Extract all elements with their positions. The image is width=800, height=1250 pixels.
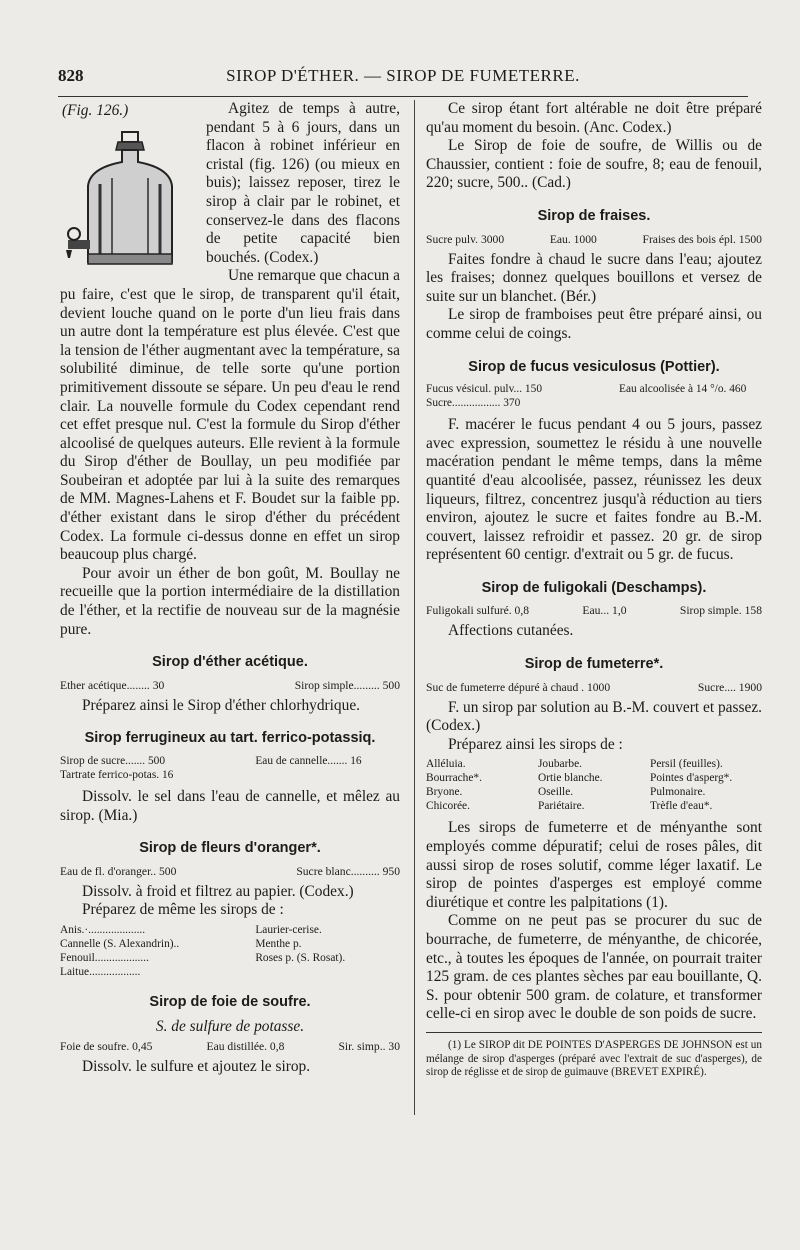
formula-foie-soufre — [60, 1039, 400, 1054]
list-item: Roses p. (S. Rosat). — [255, 951, 346, 964]
heading-sirop-fumeterre: Sirop de fumeterre*. — [524, 656, 664, 673]
running-header — [58, 66, 748, 90]
heading-sirop-foie-soufre: Sirop de foie de soufre. — [149, 993, 311, 1010]
formula-item: Eau de fl. d'oranger.. 500 — [60, 864, 177, 878]
formula-item: Ether acétique........ 30 — [60, 678, 165, 692]
formula-item: Sirop simple. 158 — [679, 604, 762, 618]
flask-with-tap-icon — [60, 126, 200, 276]
paragraph-alterable: Ce sirop étant fort altérable ne doit être préparé qu'au moment du besoin. (Anc. Codex.) — [426, 100, 762, 136]
paragraph-dissolv-sel: Dissolv. le sel dans l'eau de cannelle, et mêlez au sirop. (Mia.) — [60, 788, 400, 824]
list-item: Alléluia. — [426, 758, 466, 771]
header-rule — [58, 96, 748, 97]
formula-item: Eau... 1,0 — [582, 604, 627, 618]
list-item — [255, 965, 400, 979]
right-column — [426, 100, 762, 1080]
subheading-sulfure-potasse: S. de sulfure de potasse. — [155, 1017, 305, 1035]
paragraph-preparez-ainsi: Préparez ainsi les sirops de : — [448, 735, 623, 753]
footnote: (1) Le SIROP dit DE POINTES D'ASPERGES DE JOHNSON est un mélange de sirop d'asperges (préparé avec l'extrait de suc d'asperges), de sirop de réglisse et de sirop de guimauve (BREVET EXPIRÉ). — [426, 1038, 762, 1079]
formula-fuligokali — [426, 603, 762, 618]
list-item: Oseille. — [538, 786, 574, 799]
list-item: Ortie blanche. — [538, 772, 603, 785]
heading-sirop-fuligokali: Sirop de fuligokali (Deschamps). — [481, 579, 707, 596]
column-divider — [414, 100, 415, 1115]
list-item: Joubarbe. — [538, 758, 582, 771]
list-item: Persil (feuilles). — [650, 758, 723, 771]
paragraph-dissolv-froid: Dissolv. à froid et filtrez au papier. (Codex.) — [82, 882, 354, 900]
formula-item: Eau distillée. 0,8 — [206, 1040, 285, 1054]
list-item: Pointes d'asperg*. — [650, 772, 733, 785]
heading-sirop-fleurs-oranger: Sirop de fleurs d'oranger*. — [139, 840, 321, 857]
paragraph-plantes-seches: Comme on ne peut pas se procurer du suc de bourrache, de fumeterre, de ményanthe, de chicorée, etc., à toutes les époques de l'année, on pourrait traiter 125 gram. de ces plantes sèches par eau bouillante, Q. S. pour obtenir 500 gram. de colature, et transformer celle-ci en sirop avec le double de son poids de sucre. — [426, 912, 762, 1023]
list-sirops-oranger — [60, 923, 400, 979]
paragraph-faites-fondre: Faites fondre à chaud le sucre dans l'eau; ajoutez les fraises; donnez quelques bouillons et versez de suite sur un blanchet. (Bér.) — [426, 250, 762, 305]
figure-caption: (Fig. 126.) — [62, 102, 129, 119]
heading-sirop-fucus: Sirop de fucus vesiculosus (Pottier). — [468, 358, 720, 375]
paragraph-preparez-meme: Préparez de même les sirops de : — [82, 901, 284, 919]
paragraph-macerer-fucus: F. macérer le fucus pendant 4 ou 5 jours, passez avec expression, soumettez le résidu à une nouvelle macération pendant le même temps, dans la même quantité d'eau alcoolisée, passez, réunissez les deux liqueurs, filtrez, concentrez jusqu'à réduction au tiers environ, ajoutez le sucre et faites fondre au B.-M. couvert, laissez refroidir et passez. 20 gr. de sirop représentent 60 centigr. d'extrait ou 5 gr. de fucus. — [426, 416, 762, 564]
formula-item: Sir. simp.. 30 — [338, 1040, 400, 1054]
formula-item: Fraises des bois épl. 1500 — [642, 232, 762, 246]
formula-fumeterre — [426, 680, 762, 695]
paragraph-willis: Le Sirop de foie de soufre, de Willis ou de Chaussier, contient : foie de soufre, 8; eau de fenouil, 220; sucre, 500.. (Cad.) — [426, 137, 762, 192]
list-item: Cannelle (S. Alexandrin).. — [60, 937, 180, 950]
paragraph-remarque: Une remarque que chacun a pu faire, c'est que le sirop, de transparent qu'il était, devient louche quand on le porte d'un lieu frais dans un autre dont la température est plus élevée. C'est que la tension de l'éther augmentant avec la température, sa solubilité diminue, de telle sorte qu'une portion primitivement dissoute se sépare. Un peu d'eau le rend clair. La nouvelle formule du Codex cependant rend cet effet presque nul. C'est la formule du Sirop d'éther alcoolisé de quelques auteurs. Elle revient à la formule du Sirop d'éther de Boullay, un peu modifiée par Soubeiran et adoptée par lui à la suite des remarques de MM. Magnes-Lahens et F. Boudet sur la faible pp. d'éther existant dans le sirop d'éther du précédent Codex. La formule ci-dessus donne en effet un sirop beaucoup plus chargé. — [60, 267, 400, 564]
formula-item: Sucre................. 370 — [426, 397, 521, 410]
page-number: 828 — [58, 66, 84, 85]
formula-item: Sucre blanc.......... 950 — [296, 864, 400, 878]
formula-ether-acetique — [60, 678, 400, 693]
footnote-rule — [426, 1032, 762, 1033]
figure-126 — [60, 100, 200, 278]
formula-item: Sirop de sucre....... 500 — [60, 755, 166, 767]
formula-item: Sucre.... 1900 — [697, 680, 762, 694]
list-sirops-fumeterre — [426, 757, 762, 813]
list-item: Laurier-cerise. — [255, 923, 322, 936]
paragraph-sirop-solution: F. un sirop par solution au B.-M. couvert et passez. (Codex.) — [426, 698, 762, 735]
list-item: Trèfle d'eau*. — [650, 800, 713, 813]
paragraph-dissolv-sulfure: Dissolv. le sulfure et ajoutez le sirop. — [82, 1058, 311, 1076]
formula-item: Fuligokali sulfuré. 0,8 — [426, 604, 530, 618]
formula-item: Foie de soufre. 0,45 — [60, 1040, 153, 1054]
paragraph-boullay: Pour avoir un éther de bon goût, M. Boullay ne recueille que la portion intermédiaire de la distillation de l'éther, et la rectifie de nouveau sur de la magnésie pure. — [60, 564, 400, 638]
list-item: Pariétaire. — [538, 800, 585, 813]
formula-fucus — [426, 382, 762, 410]
list-item: Bourrache*. — [426, 772, 482, 785]
list-item: Chicorée. — [426, 800, 470, 813]
list-item: Laitue.................. — [60, 965, 141, 978]
heading-sirop-ferrugineux: Sirop ferrugineux au tart. ferrico-potassiq. — [84, 730, 376, 747]
formula-item: Sucre pulv. 3000 — [426, 232, 505, 246]
list-item: Pulmonaire. — [650, 786, 706, 799]
list-item: Menthe p. — [255, 937, 302, 950]
formula-item: Suc de fumeterre dépuré à chaud . 1000 — [426, 680, 611, 694]
formula-item: Sirop simple......... 500 — [294, 678, 400, 692]
heading-sirop-fraises: Sirop de fraises. — [537, 207, 651, 224]
running-title: SIROP D'ÉTHER. — SIROP DE FUMETERRE. — [226, 66, 580, 85]
formula-item: Eau de cannelle....... 16 — [255, 755, 362, 767]
list-item: Anis.·.................... — [60, 923, 146, 936]
left-column — [60, 100, 400, 1077]
formula-item: Fucus vésicul. pulv... 150 — [426, 383, 543, 396]
paragraph-affections: Affections cutanées. — [448, 622, 574, 640]
formula-item: Eau alcoolisée à 14 °/o. 460 — [619, 383, 747, 396]
formula-ferrugineux — [60, 754, 400, 782]
heading-sirop-ether-acetique: Sirop d'éther acétique. — [152, 654, 308, 671]
list-item: Fenouil................... — [60, 951, 149, 964]
paragraph-framboises: Le sirop de framboises peut être préparé ainsi, ou comme celui de coings. — [426, 306, 762, 342]
paragraph-chlorhydrique: Préparez ainsi le Sirop d'éther chlorhydrique. — [82, 696, 361, 714]
list-item: Bryone. — [426, 786, 463, 799]
formula-fleurs-oranger — [60, 864, 400, 879]
formula-item: Eau. 1000 — [549, 232, 597, 246]
formula-fraises — [426, 232, 762, 247]
formula-item: Tartrate ferrico-potas. 16 — [60, 769, 174, 781]
paragraph-depuratif: Les sirops de fumeterre et de ményanthe sont employés comme dépuratif; celui de roses pâles, dit aussi sirop de roses solutif, comme léger laxatif. Le sirop de pointes d'asperges est employé comme diurétique et contre les palpitations (1). — [426, 819, 762, 911]
paragraph-agitez: Agitez de temps à autre, pendant 5 à 6 jours, dans un flacon à robinet inférieur en cristal (fig. 126) (ou mieux en buis); laissez reposer, tirez le sirop à clair par le robinet, et conservez-le dans des flacons de petite capacité bien bouchés. (Codex.) — [206, 100, 400, 266]
